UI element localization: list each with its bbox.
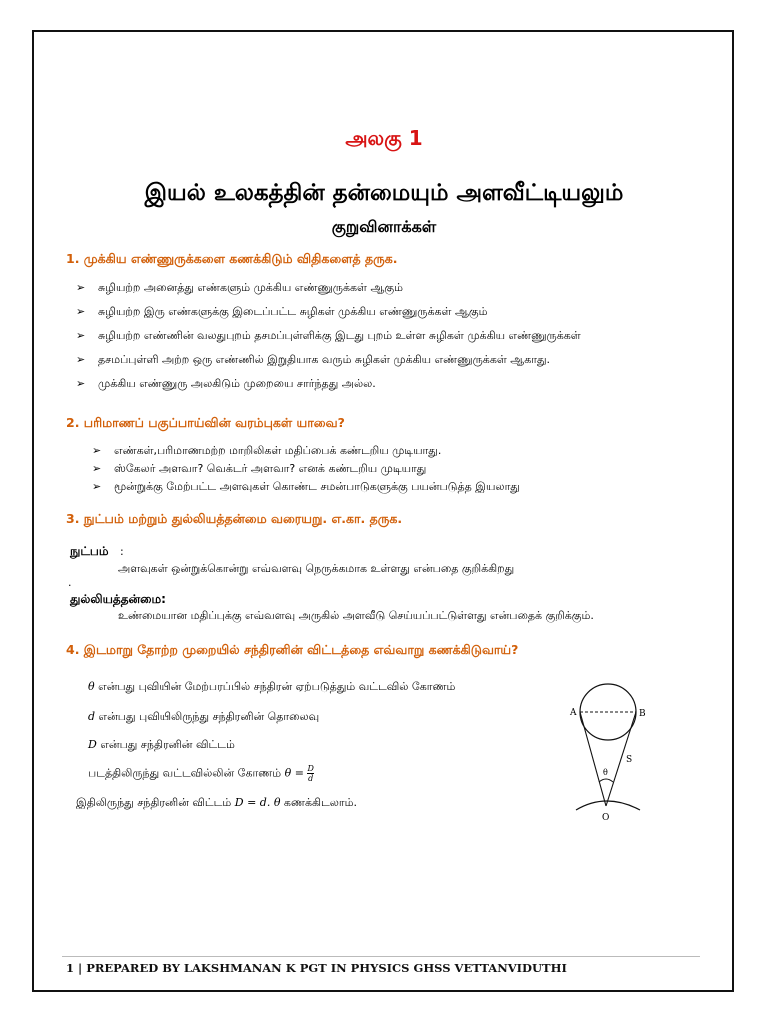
q1-bullet-4 [76,353,550,368]
arrow-bullet-icon: ➢ [92,462,102,475]
bullet-text: சுழியற்ற அனைத்து எண்களும் முக்கிய எண்ணுருக்கள் ஆகும் [98,281,403,294]
bullet-text: தசமப்புள்ளி அற்ற ஒரு எண்ணில் இறுதியாக வரும் சுழிகள் முக்கிய எண்ணுருக்கள் ஆகாது. [98,353,551,366]
bullet-text: சுழியற்ற எண்ணின் வலதுபுறம் தசமப்புள்ளிக்கு இடது புறம் உள்ள சுழிகள் முக்கிய எண்ணுருக்கள் [98,329,581,342]
q2-bullet-2 [92,462,426,477]
label-B: B [639,709,646,719]
footer-divider [62,956,700,957]
question-1-heading: 1. முக்கிய எண்ணுருக்களை கணக்கிடும் விதிகளைத் தருக. [66,251,398,266]
fraction-D-over-d [307,764,313,783]
symbol-D: D [88,738,97,751]
left-sight-line [580,712,606,806]
question-2-heading: 2. பரிமாணப் பகுப்பாய்வின் வரம்புகள் யாவை? [66,415,345,430]
term-precision-label: நுட்பம் [70,544,109,558]
label-A: A [570,708,577,718]
earth-surface-arc [576,801,640,810]
arrow-bullet-icon: ➢ [92,444,102,457]
symbol-theta: θ [88,680,95,693]
q4-result-line [76,796,357,811]
q2-bullet-1 [92,444,441,459]
term-precision-colon: : [120,545,124,558]
q1-bullet-5 [76,377,376,392]
question-4-heading: 4. இடமாறு தோற்ற முறையில் சந்திரனின் விட்டத்தை எவ்வாறு கணக்கிடுவாய்? [66,642,519,657]
fraction-denominator: d [308,774,314,783]
term-accuracy-text: உண்மையான மதிப்புக்கு எவ்வளவு அருகில் அளவீடு செய்யப்பட்டுள்ளது என்பதைக் குறிக்கும். [118,609,594,622]
line-text: என்பது புவியின் மேற்பரப்பில் சந்திரன் ஏற்படுத்தும் வட்டவில் கோணம் [94,680,456,693]
bullet-text: முக்கிய எண்ணுரு அலகிடும் முறையை சார்ந்தது அல்ல. [98,377,376,390]
question-3-heading: 3. நுட்பம் மற்றும் துல்லியத்தன்மை வரையறு. எ.கா. தருக. [66,511,403,526]
arrow-bullet-icon: ➢ [76,329,86,342]
parallax-diagram [560,670,690,830]
line-text: என்பது சந்திரனின் விட்டம் [96,738,235,751]
line-text: என்பது புவியிலிருந்து சந்திரனின் தொலைவு [95,710,320,723]
fraction-numerator: D [307,764,314,773]
arrow-bullet-icon: ➢ [76,353,86,366]
result-formula: D = d. θ [234,796,281,809]
arrow-bullet-icon: ➢ [76,281,86,294]
bullet-text: மூன்றுக்கு மேற்பட்ட அளவுகள் கொண்ட சமன்பாடுகளுக்கு பயன்படுத்த இயலாது [114,480,520,493]
label-S: S [626,755,633,765]
q4-line-theta [88,680,455,695]
unit-label: அலகு 1 [345,126,423,150]
arrow-bullet-icon: ➢ [76,305,86,318]
arrow-bullet-icon: ➢ [92,480,102,493]
section-subtitle: குறுவினாக்கள் [331,217,437,236]
q4-line-D [88,738,235,753]
result-suffix: கணக்கிடலாம். [280,796,357,809]
q1-bullet-1 [76,281,403,296]
q4-line-d [88,710,319,725]
q1-bullet-2 [76,305,487,320]
chapter-title: இயல் உலகத்தின் தன்மையும் அளவீட்டியலும் [144,180,624,206]
label-theta: θ [603,768,608,777]
q2-bullet-3 [92,480,520,495]
q4-formula-line [88,764,314,783]
term-precision-text: அளவுகள் ஒன்றுக்கொன்று எவ்வளவு நெருக்கமாக உள்ளது என்பதை குறிக்கிறது [118,562,515,575]
stray-dot: . [68,576,72,589]
symbol-d: d [88,710,96,723]
q1-bullet-3 [76,329,581,344]
bullet-text: ஸ்கேலர் அளவா? வெக்டர் அளவா? எனக் கண்டறிய முடியாது [114,462,427,475]
footer-credit: 1 | PREPARED BY LAKSHMANAN K PGT IN PHYSICS GHSS VETTANVIDUTHI [66,961,567,975]
label-O: O [602,813,610,823]
result-prefix: இதிலிருந்து சந்திரனின் விட்டம் [76,796,235,809]
bullet-text: சுழியற்ற இரு எண்களுக்கு இடைப்பட்ட சுழிகள் முக்கிய எண்ணுருக்கள் ஆகும் [98,305,488,318]
bullet-text: எண்கள்,பரிமாணமற்ற மாறிலிகள் மதிப்பைக் கண்டறிய முடியாது. [114,444,442,457]
arrow-bullet-icon: ➢ [76,377,86,390]
formula-prefix: படத்திலிருந்து வட்டவில்லின் கோணம் [88,766,285,780]
angle-arc [599,779,613,782]
term-accuracy-label: துல்லியத்தன்மை: [70,592,166,606]
formula-lhs: θ = [284,766,304,780]
